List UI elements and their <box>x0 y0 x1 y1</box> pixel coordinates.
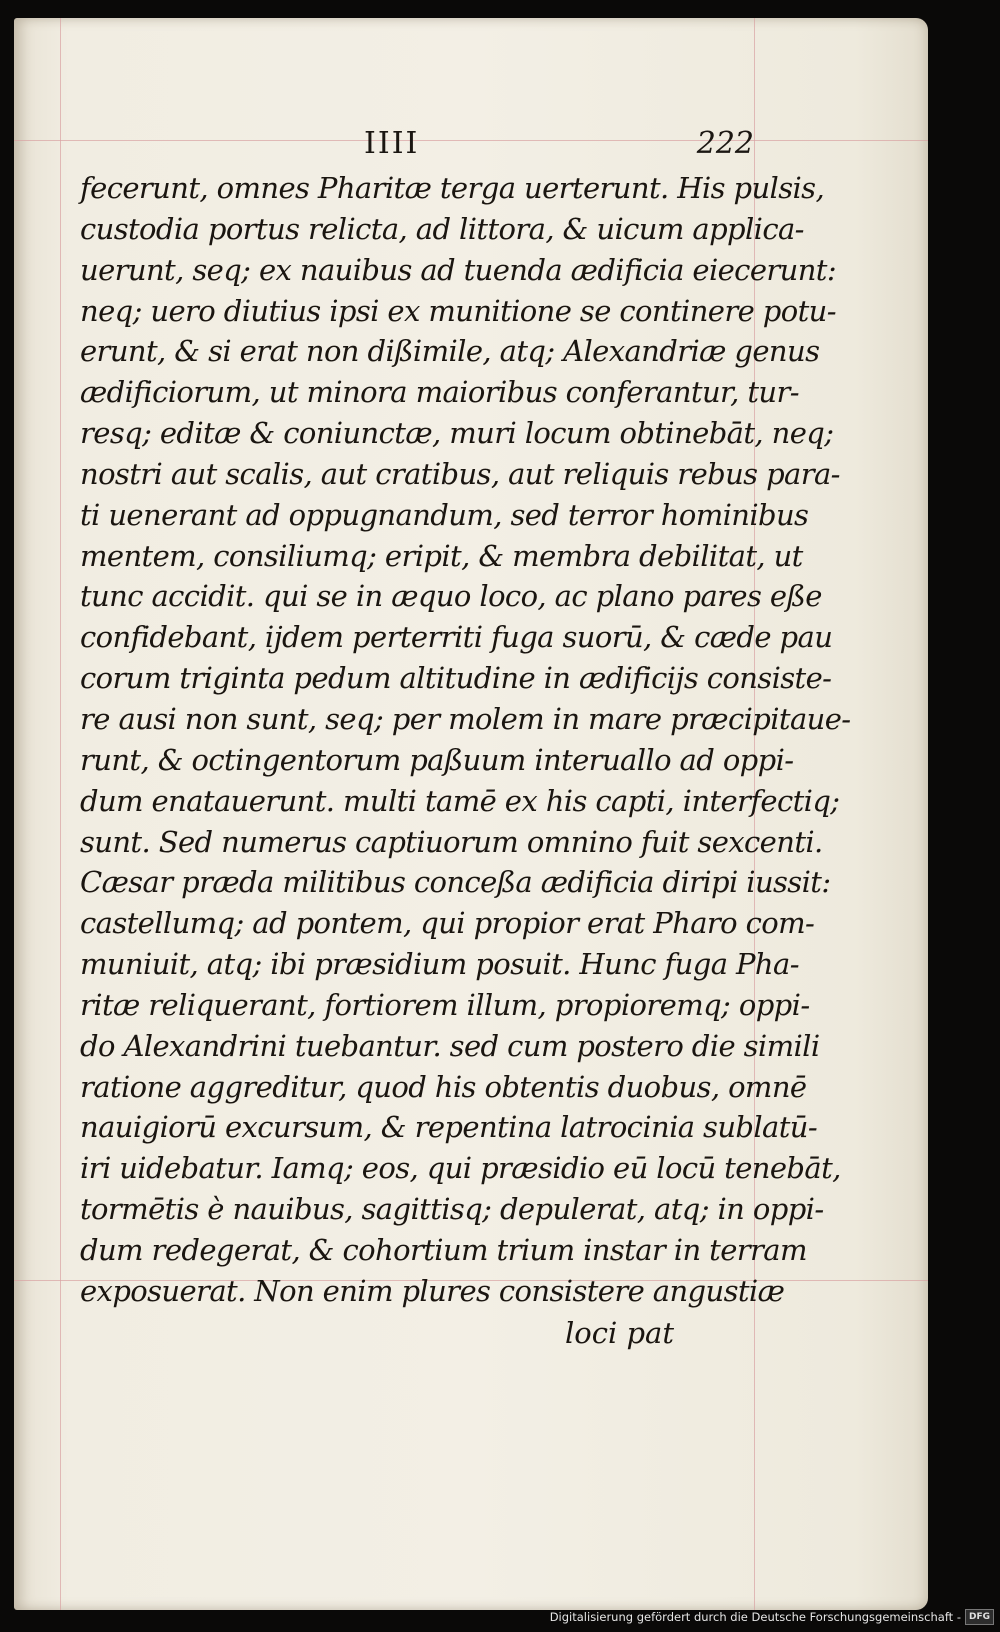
text-line: dum enatauerunt. multi tamē ex his capti, interfectiq; <box>80 783 840 818</box>
text-line: neq; uero diutius ipsi ex munitione se continere potu- <box>80 293 836 328</box>
text-line: castellumq; ad pontem, qui propior erat Pharo com- <box>80 906 815 941</box>
text-line: ædificiorum, ut minora maioribus conferantur, tur- <box>80 375 799 410</box>
text-line: ti uenerant ad oppugnandum, sed terror hominibus <box>80 497 809 532</box>
text-line: nauigiorū excursum, & repentina latrocinia sublatū- <box>80 1110 818 1145</box>
text-line: dum redegerat, & cohortium trium instar in terram <box>80 1232 807 1267</box>
text-line: runt, & octingentorum paßuum interuallo ad oppi- <box>80 742 794 777</box>
text-line: custodia portus relicta, ad littora, & uicum applica- <box>80 211 804 246</box>
margin-rule-left <box>60 18 61 1610</box>
book-page <box>14 18 928 1610</box>
text-line: muniuit, atq; ibi præsidium posuit. Hunc fuga Pha- <box>80 947 799 982</box>
text-line: erunt, & si erat non dißimile, atq; Alexandriæ genus <box>80 334 820 369</box>
text-line: ratione aggreditur, quod his obtentis duobus, omnē <box>80 1069 807 1104</box>
signature-mark: IIII <box>364 126 420 161</box>
text-line: exposuerat. Non enim plures consistere angustiæ <box>80 1273 785 1308</box>
text-line: nostri aut scalis, aut cratibus, aut reliquis rebus para- <box>80 456 840 491</box>
digitization-credit <box>550 1608 994 1626</box>
text-line: tormētis è nauibus, sagittisq; depulerat, atq; in oppi- <box>80 1192 824 1227</box>
text-line: mentem, consiliumq; eripit, & membra debilitat, ut <box>80 538 803 573</box>
text-line: resq; editæ & coniunctæ, muri locum obtinebāt, neq; <box>80 416 834 451</box>
text-line: confidebant, ijdem perterriti fuga suorū, & cæde pau <box>80 620 833 655</box>
text-line: uerunt, seq; ex nauibus ad tuenda ædificia eiecerunt: <box>80 252 837 287</box>
text-line: tunc accidit. qui se in æquo loco, ac plano pares eße <box>80 579 822 614</box>
text-line: corum triginta pedum altitudine in ædificijs consiste- <box>80 661 832 696</box>
text-line: fecerunt, omnes Pharitæ terga uerterunt. His pulsis, <box>80 171 825 205</box>
text-line: ritæ reliquerant, fortiorem illum, propioremq; oppi- <box>80 987 810 1022</box>
text-block <box>80 168 851 1312</box>
dfg-logo: DFG <box>965 1609 994 1625</box>
page-number: 222 <box>696 126 754 161</box>
text-line: re ausi non sunt, seq; per molem in mare præcipitaue- <box>80 701 851 736</box>
credit-text: Digitalisierung gefördert durch die Deutsche Forschungsgemeinschaft - <box>549 1610 961 1624</box>
running-head <box>74 126 754 166</box>
text-line: Cæsar præda militibus conceßa ædificia diripi iussit: <box>80 865 831 900</box>
text-line: sunt. Sed numerus captiuorum omnino fuit sexcenti. <box>80 824 823 859</box>
text-line: do Alexandrini tuebantur. sed cum postero die simili <box>80 1028 820 1063</box>
text-line: iri uidebatur. Iamq; eos, qui præsidio eū locū tenebāt, <box>80 1151 841 1186</box>
catchword: loci pat <box>565 1316 674 1350</box>
